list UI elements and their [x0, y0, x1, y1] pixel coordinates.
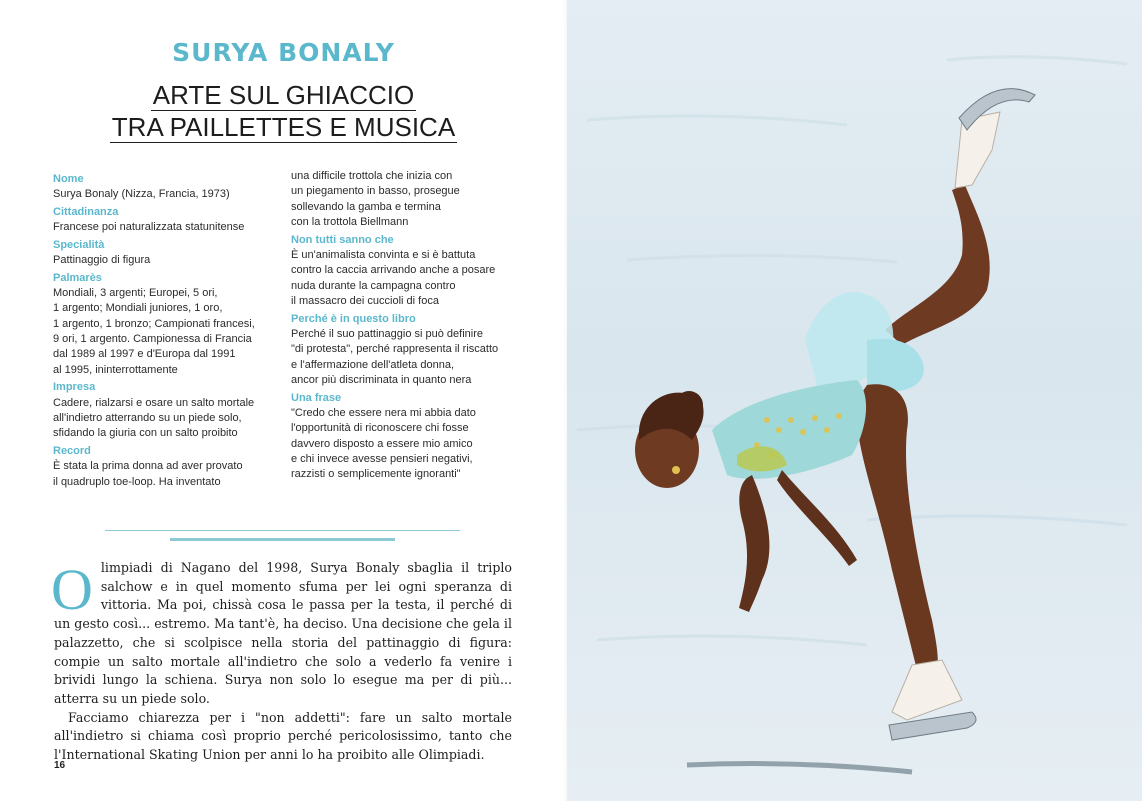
fact-value: Surya Bonaly (Nizza, Francia, 1973): [53, 187, 230, 200]
fact-label: Nome: [53, 172, 84, 185]
divider-thin: [105, 530, 460, 531]
skater-forearm: [777, 470, 857, 566]
page-number: 16: [54, 760, 66, 771]
paragraph-1: Olimpiadi di Nagano del 1998, Surya Bonaly sbaglia il triplo salchow e in quel momento sfuma per lei ogni speranza di vittoria. Ma poi, chissà cosa le passa per la testa, il perché di un gesto così... estremo. Ma tant'è, ha deciso. Una decisione che gela il palazzetto, che si scolpisce nella storia del pattinaggio di figura: compie un salto mortale all'indietro che solo a vederlo fa venire i brividi lungo la schiena. Surya non solo lo esegue ma per di più... atterra su un piede solo.: [51, 557, 512, 706]
skater-shadow: [687, 764, 912, 772]
fact-label: Cittadinanza: [53, 205, 119, 218]
earring: [672, 466, 680, 474]
fact-value: È stata la prima donna ad aver provato il quadruplo toe-loop. Ha inventato: [53, 460, 243, 488]
skater-arm: [739, 475, 769, 612]
fact-label: Una frase: [291, 391, 342, 404]
fact-label: Record: [53, 445, 91, 458]
fact-column-right: [291, 169, 516, 482]
left-page: [0, 0, 567, 801]
fact-value: È un'animalista convinta e si è battuta contro la caccia arrivando anche a posare nuda durante la campagna contro il massacro dei cuccioli di foca: [291, 248, 496, 307]
fact-value: Cadere, rialzarsi e osare un salto mortale all'indietro atterrando su un piede solo, sfidando la giuria con un salto proibito: [53, 396, 255, 440]
fact-label: Non tutti sanno che: [291, 233, 394, 246]
athlete-name: SURYA BONALY: [172, 38, 395, 67]
fact-label: Perché è in questo libro: [291, 312, 416, 325]
fact-value: "Credo che essere nera mi abbia dato l'opportunità di riconoscere chi fosse davvero disposto a essere mio amico e chi invece avesse pensieri negativi, razzisti o semplicemente ignoranti": [291, 406, 476, 481]
raised-leg: [885, 185, 990, 345]
fact-label: Palmarès: [53, 271, 102, 284]
fact-impresa: [53, 380, 268, 441]
fact-non-tutti-sanno: [291, 233, 516, 309]
fact-specialita: [53, 238, 268, 269]
article-body: [51, 557, 512, 765]
fact-value: Mondiali, 3 argenti; Europei, 5 ori, 1 argento; Mondiali juniores, 1 oro, 1 argento, 1 bronzo; Campionati francesi, 9 ori, 1 argento. Campionessa di Francia dal 1989 al 1997 e d'Europa dal 1991 al 1995, ininterrottamente: [53, 287, 255, 376]
fact-una-frase: [291, 391, 516, 483]
divider-thick: [170, 538, 395, 541]
fact-label: Impresa: [53, 381, 96, 394]
fact-value: Pattinaggio di figura: [53, 253, 151, 266]
standing-skate-boot: [892, 660, 962, 720]
hair-bun: [675, 391, 703, 419]
fact-cittadinanza: [53, 205, 268, 236]
skater-illustration: [567, 0, 1142, 801]
illustration-page: [567, 0, 1142, 801]
fact-palmares: [53, 271, 268, 378]
standing-leg: [856, 384, 937, 670]
fact-column-left: [53, 169, 268, 490]
fact-record: [53, 444, 268, 490]
fact-value: Perché il suo pattinaggio si può definire "di protesta", perché rappresenta il riscatto e l'affermazione dell'atleta donna, ancor più discriminata in quanto nera: [291, 327, 499, 386]
fact-label: Specialità: [53, 238, 105, 251]
raised-skate-boot: [955, 112, 1000, 188]
fact-perche-libro: [291, 312, 516, 388]
chapter-title-line2: TRA PAILLETTES E MUSICA: [111, 112, 456, 142]
costume-torso: [712, 380, 866, 479]
fact-value: Francese poi naturalizzata statunitense: [53, 220, 245, 233]
briefs: [867, 339, 924, 392]
chapter-title-line1: ARTE SUL GHIACCIO: [152, 80, 415, 110]
fact-continuation: una difficile trottola che inizia con un piegamento in basso, prosegue sollevando la gamba e termina con la trottola Biellmann: [291, 170, 460, 228]
drop-cap: O: [51, 557, 93, 622]
fact-nome: [53, 172, 268, 203]
paragraph-2: Facciamo chiarezza per i "non addetti": fare un salto mortale all'indietro si chiama così proprio perché pericolosissimo, tanto che l'International Skating Union per anni lo ha proibito alle Olimpiadi.: [54, 709, 512, 763]
